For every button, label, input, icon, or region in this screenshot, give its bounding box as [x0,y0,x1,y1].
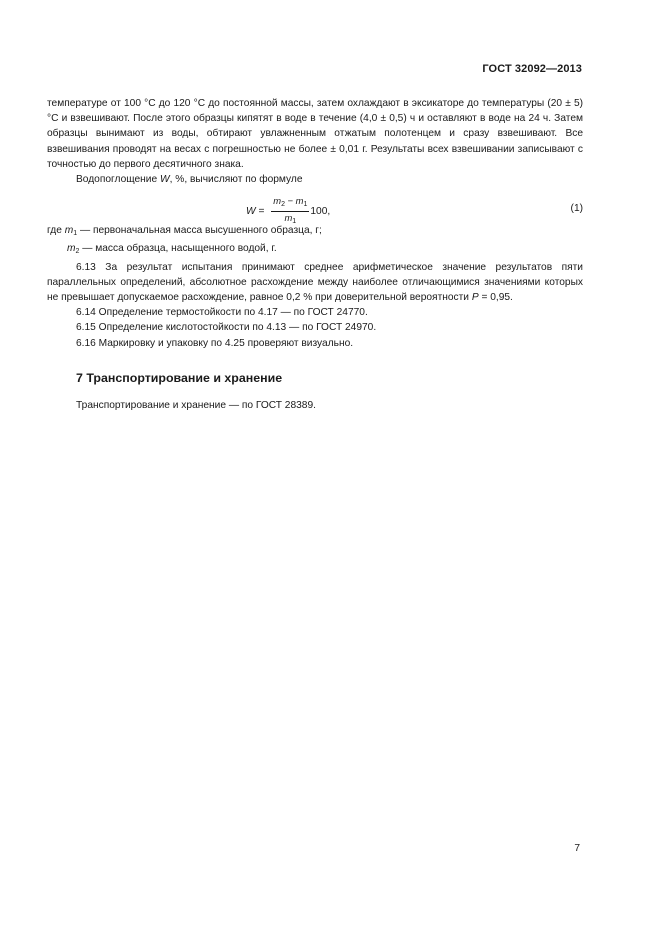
variable-w: W [160,174,170,186]
minus: − [284,195,296,207]
document-code-header: ГОСТ 32092—2013 [482,63,582,75]
subscript: 2 [75,248,80,256]
formula-tail: 100, [310,206,331,218]
subscript: 2 [281,201,285,209]
var: m [295,195,304,207]
clause-6-14: 6.14 Определение термостойкости по 4.17 — по ГОСТ 24770. [76,307,368,319]
paragraph-drying-procedure: температуре от 100 °С до 120 °С до постоянной массы, затем охлаждают в эксикаторе до температуры (20 ± 5) °С и взвешивают. После этого образцы кипятят в воде в течение (4,0 ± 0,5) ч и оставляют в воде на 24 ч. Затем образцы вынимают из воды, обтирают увлажненным отжатым полотенцем и сразу взвешивают. Все взвешивания проводят на весах с погрешностью не более ± 0,01 г. Результаты всех взвешивании записывают с точностью до первого десятичного знака. [47,98,583,170]
clause-tail: = 0,95. [478,292,513,304]
formula-numerator [271,195,309,212]
formula-fraction [271,195,309,228]
where-m2 [47,241,583,259]
formula-denominator [284,212,296,228]
section-7-title: 7 Транспортирование и хранение [76,370,283,385]
m2-description: — масса образца, насыщенного водой, г. [79,243,277,255]
formula-lhs: W [246,206,256,218]
formula [246,195,330,228]
clause-text: 6.13 За результат испытания принимают среднее арифметическое значение результатов пяти параллельных определений, абсолютное расхождение между наиболее отличающимися значениями которых не превышает допускаемое расхождение, равное 0,2 % при доверительной вероятности [47,261,583,304]
clause-6-16: 6.16 Маркировку и упаковку по 4.25 проверяют визуально. [76,337,354,349]
variable-p: P [471,292,479,304]
paragraph-water-absorption [47,172,583,187]
section-7-text: Транспортирование и хранение — по ГОСТ 28389. [76,400,316,412]
clause-6-13 [47,260,583,306]
text-span: Водопоглощение [76,174,160,186]
where-prefix: где [47,225,65,237]
page-content [47,96,583,413]
subscript: 1 [303,201,308,209]
variable-m2: m [67,243,76,255]
variable-m1: m [64,225,74,237]
var: m [273,195,282,207]
formula-block [47,189,583,226]
formula-number: (1) [570,203,583,215]
m1-description: — первоначальная масса высушенного образца, г; [77,225,322,237]
subscript: 1 [292,218,297,226]
text-span: , %, вычисляют по формуле [169,174,303,186]
var: m [284,212,293,224]
page-number: 7 [574,843,580,854]
clause-6-15: 6.15 Определение кислотостойкости по 4.13 — по ГОСТ 24970. [76,322,377,334]
formula-equals: = [255,206,268,218]
subscript: 1 [73,230,78,238]
